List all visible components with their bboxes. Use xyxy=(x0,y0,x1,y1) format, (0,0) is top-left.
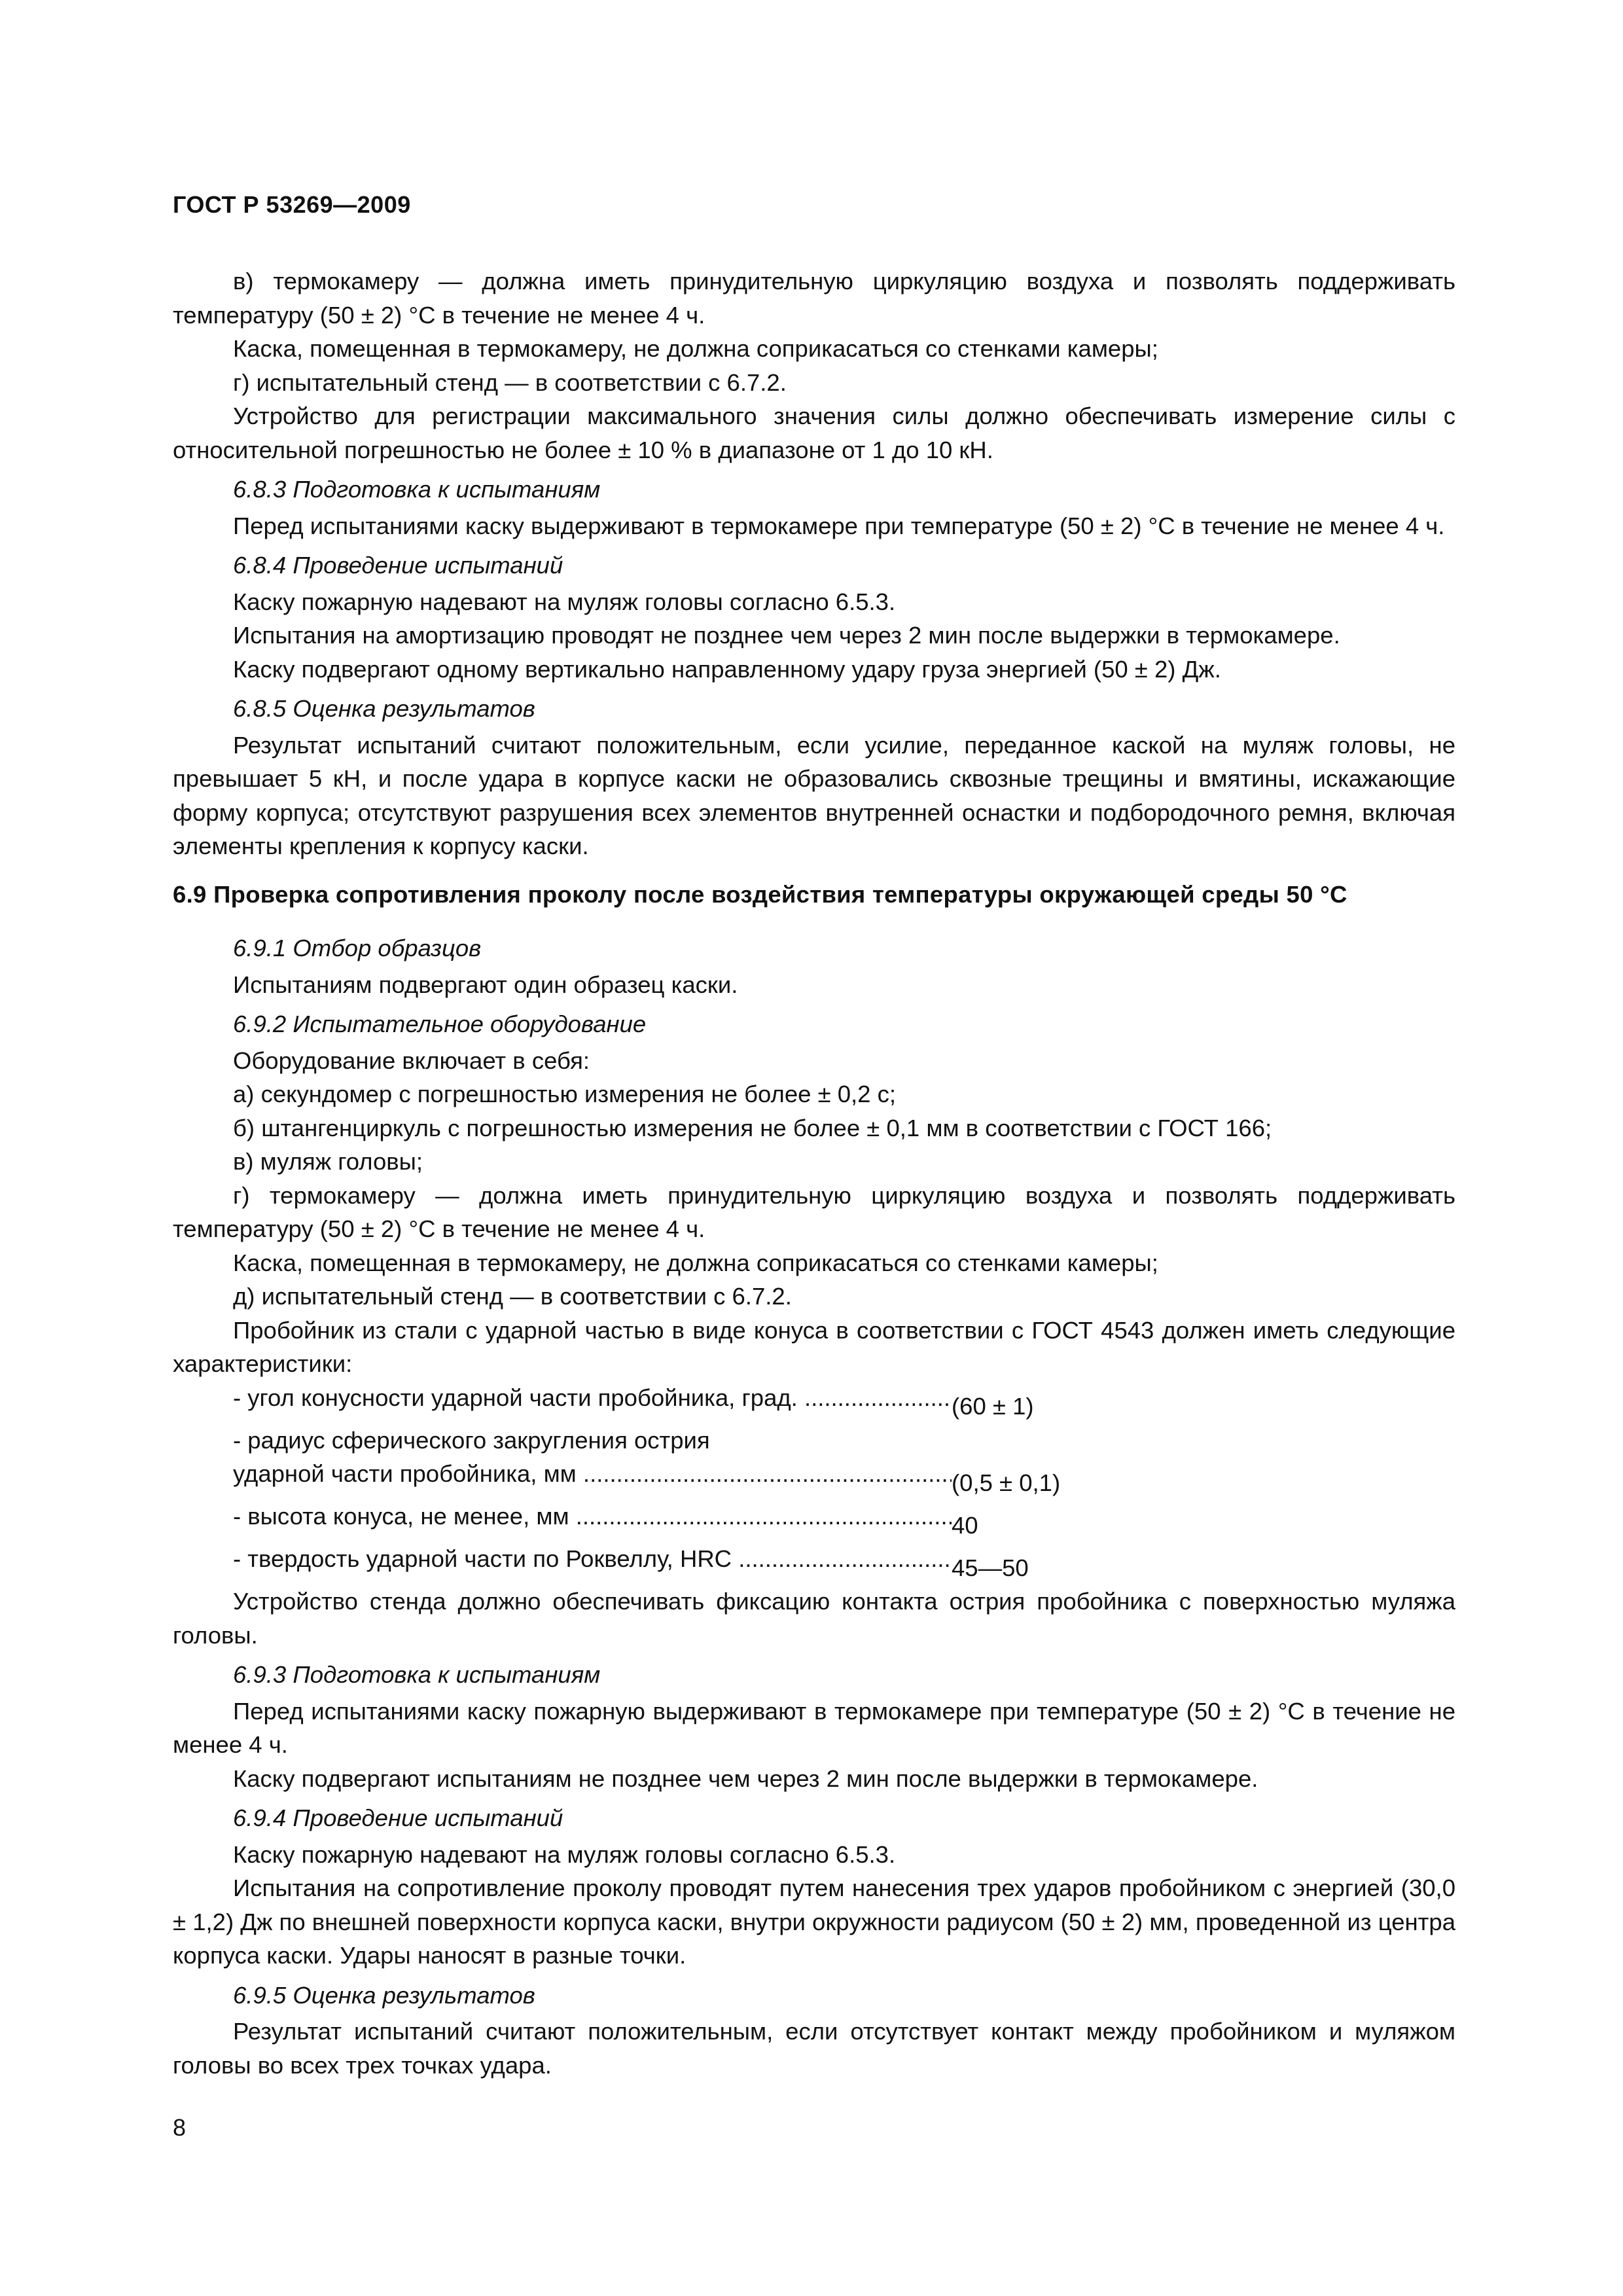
paragraph: Каска, помещенная в термокамеру, не должна соприкасаться со стенками камеры; xyxy=(233,335,1158,362)
document-header: ГОСТ Р 53269—2009 xyxy=(173,191,411,218)
subsection-heading: 6.8.3 Подготовка к испытаниям xyxy=(233,476,601,503)
subsection-heading: 6.8.4 Проведение испытаний xyxy=(233,552,563,579)
paragraph: Устройство для регистрации максимального значения силы должно обеспечивать измерение силы с относительной погрешностью не более ± 10 % в диапазоне от 1 до 10 кН. xyxy=(173,403,1455,463)
spec-value: (0,5 ± 0,1) xyxy=(952,1469,1061,1496)
spacer xyxy=(173,863,1455,878)
paragraph: Оборудование включает в себя: xyxy=(233,1047,590,1074)
spec-row xyxy=(173,1542,1455,1585)
spacer xyxy=(173,467,1455,473)
spec-row xyxy=(173,1381,1455,1424)
subsection-heading: 6.8.5 Оценка результатов xyxy=(233,695,535,722)
document-body xyxy=(173,264,1455,2082)
subsection-heading: 6.9.3 Подготовка к испытаниям xyxy=(233,1661,601,1688)
paragraph: г) испытательный стенд — в соответствии с 6.7.2. xyxy=(233,368,787,396)
paragraph: Каску пожарную надевают на муляж головы согласно 6.5.3. xyxy=(233,1840,896,1868)
paragraph: д) испытательный стенд — в соответствии с 6.7.2. xyxy=(233,1283,792,1310)
paragraph: в) термокамеру — должна иметь принудительную циркуляцию воздуха и позволять поддерживать температуру (50 ± 2) °С в течение не менее 4 ч. xyxy=(173,268,1455,329)
paragraph: Каску подвергают испытаниям не позднее чем через 2 мин после выдержки в термокамере. xyxy=(233,1765,1258,1792)
paragraph: в) муляж головы; xyxy=(233,1148,423,1175)
spec-value: 45—50 xyxy=(952,1554,1029,1581)
paragraph: г) термокамеру — должна иметь принудительную циркуляцию воздуха и позволять поддерживать температуру (50 ± 2) °С в течение не менее 4 ч. xyxy=(173,1181,1455,1242)
paragraph: б) штангенциркуль с погрешностью измерения не более ± 0,1 мм в соответствии с ГОСТ 166; xyxy=(233,1114,1272,1141)
subsection-heading: 6.9.4 Проведение испытаний xyxy=(233,1804,563,1831)
subsection-heading: 6.9.1 Отбор образцов xyxy=(233,935,482,961)
spec-label: - угол конусности ударной части пробойника, град. ..... xyxy=(233,1381,952,1415)
paragraph: Перед испытаниями каску выдерживают в термокамере при температуре (50 ± 2) °С в течение не менее 4 ч. xyxy=(233,512,1445,539)
spacer xyxy=(173,1973,1455,1979)
paragraph: - радиус сферического закругления острия xyxy=(233,1426,710,1454)
spec-row xyxy=(173,1499,1455,1542)
paragraph: Результат испытаний считают положительным, если отсутствует контакт между пробойником и муляжом головы во всех трех точках удара. xyxy=(173,2018,1455,2079)
paragraph: Каска, помещенная в термокамеру, не должна соприкасаться со стенками камеры; xyxy=(233,1249,1158,1276)
spec-value: (60 ± 1) xyxy=(952,1393,1034,1420)
paragraph: Испытания на сопротивление проколу проводят путем нанесения трех ударов пробойником с энергией (30,0 ± 1,2) Дж по внешней поверхности корпуса каски, внутри окружности радиусом (50 ± 2) мм, проведенной из центра корпуса каски. Удары наносят в разные точки. xyxy=(173,1874,1455,1969)
spacer xyxy=(173,1652,1455,1658)
spacer xyxy=(173,917,1455,931)
spacer xyxy=(173,686,1455,692)
paragraph: Каску пожарную надевают на муляж головы согласно 6.5.3. xyxy=(233,588,896,615)
paragraph: Пробойник из стали с ударной частью в виде конуса в соответствии с ГОСТ 4543 должен иметь следующие характеристики: xyxy=(173,1316,1455,1377)
spec-label: - твердость ударной части по Роквеллу, HRC ..... xyxy=(233,1542,952,1576)
paragraph: Перед испытаниями каску пожарную выдерживают в термокамере при температуре (50 ± 2) °С в течение не менее 4 ч. xyxy=(173,1697,1455,1758)
subsection-heading: 6.9.2 Испытательное оборудование xyxy=(233,1011,647,1037)
paragraph: а) секундомер с погрешностью измерения не более ± 0,2 с; xyxy=(233,1081,897,1107)
spacer xyxy=(173,1795,1455,1801)
spec-row xyxy=(173,1457,1455,1499)
page-number: 8 xyxy=(173,2114,187,2141)
paragraph: Устройство стенда должно обеспечивать фиксацию контакта острия пробойника с поверхностью муляжа головы. xyxy=(173,1588,1455,1649)
subsection-heading: 6.9.5 Оценка результатов xyxy=(233,1981,535,2009)
spec-label: ударной части пробойника, мм ..... xyxy=(233,1457,952,1491)
paragraph: Испытаниям подвергают один образец каски. xyxy=(233,971,738,998)
paragraph: Результат испытаний считают положительным, если усилие, переданное каской на муляж головы, не превышает 5 кН, и после удара в корпусе каски не образовались сквозные трещины и вмятины, искажающие форму корпуса; отсутствуют разрушения всех элементов внутренней оснастки и подбородочного ремня, включая элементы крепления к корпусу каски. xyxy=(173,731,1455,859)
spec-label: - высота конуса, не менее, мм ..... xyxy=(233,1499,952,1534)
spec-value: 40 xyxy=(952,1511,978,1539)
section-heading: 6.9 Проверка сопротивления проколу после воздействия температуры окружающей среды 50 °С xyxy=(173,880,1347,908)
paragraph: Испытания на амортизацию проводят не позднее чем через 2 мин после выдержки в термокамере. xyxy=(233,622,1340,649)
paragraph: Каску подвергают одному вертикально направленному удару груза энергией (50 ± 2) Дж. xyxy=(233,655,1221,683)
spacer xyxy=(173,911,1455,917)
spacer xyxy=(173,1001,1455,1007)
spacer xyxy=(173,543,1455,548)
